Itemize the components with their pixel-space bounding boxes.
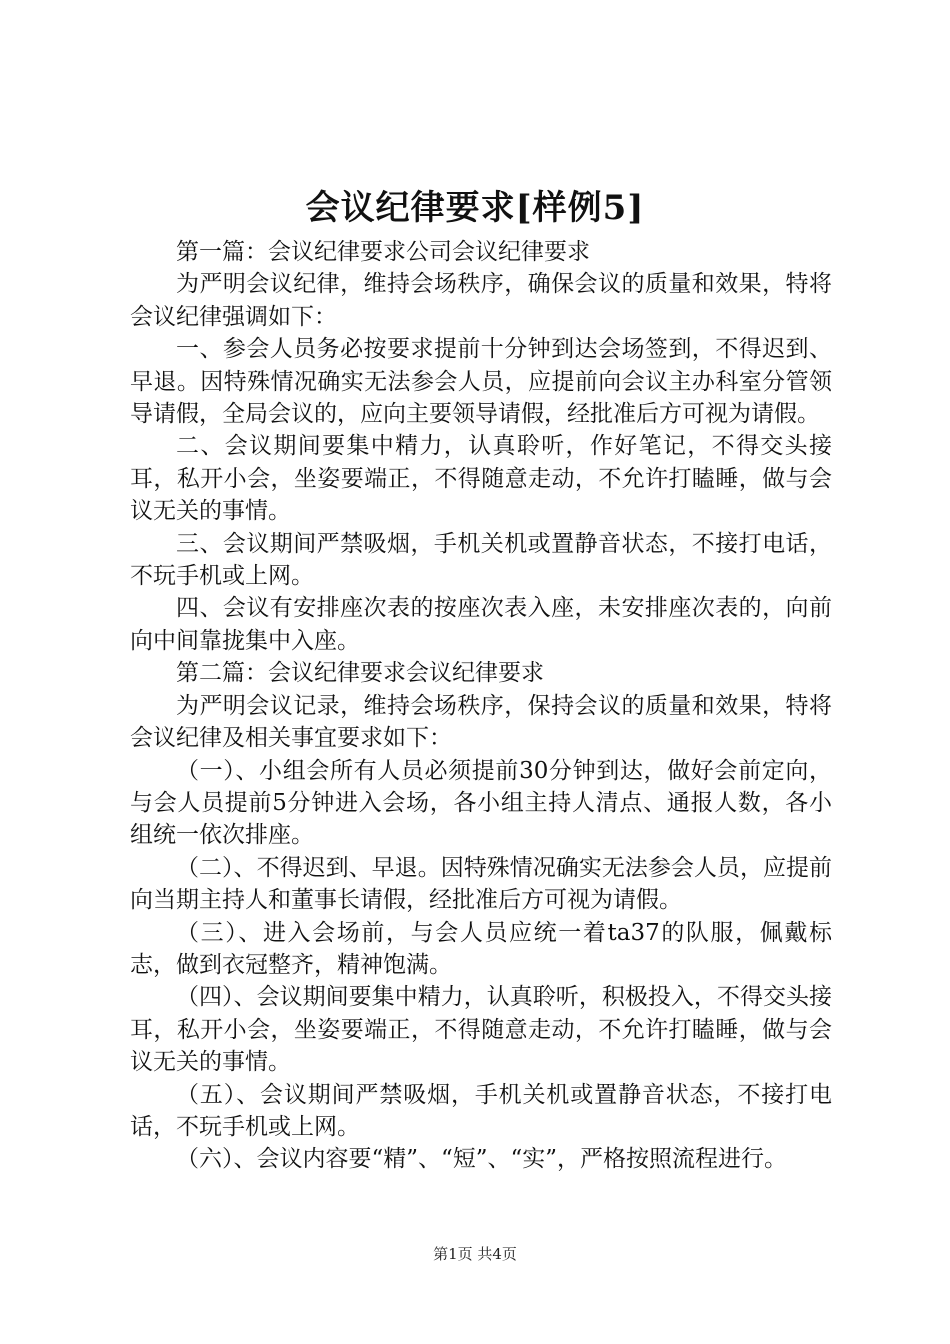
paragraph: 二、会议期间要集中精力，认真聆听，作好笔记，不得交头接耳，私开小会，坐姿要端正，不得随意走动，不允许打瞌睡，做与会议无关的事情。 [130,433,832,525]
paragraph: 三、会议期间严禁吸烟，手机关机或置静音状态，不接打电话，不玩手机或上网。 [130,530,832,590]
page-number-footer: 第1页 共4页 [433,1245,517,1263]
paragraph: 为严明会议记录，维持会场秩序，保持会议的质量和效果，特将会议纪律及相关事宜要求如下： [130,692,832,752]
document-body [130,236,832,1176]
section-heading-2: 第二篇：会议纪律要求会议纪律要求 [176,660,544,687]
page-title: 会议纪律要求[样例5] [305,188,645,228]
paragraph: （五）、会议期间严禁吸烟，手机关机或置静音状态，不接打电话，不玩手机或上网。 [130,1081,832,1140]
paragraph: （二）、不得迟到、早退。因特殊情况确实无法参会人员，应提前向当期主持人和董事长请假，经批准后方可视为请假。 [130,854,832,914]
paragraph: （六）、会议内容要“精”、“短”、“实”，严格按照流程进行。 [176,1146,788,1173]
paragraph: （四）、会议期间要集中精力，认真聆听，积极投入，不得交头接耳，私开小会，坐姿要端正，不得随意走动，不允许打瞌睡，做与会议无关的事情。 [130,984,832,1076]
paragraph: （三）、进入会场前，与会人员应统一着ta37的队服，佩戴标志，做到衣冠整齐，精神饱满。 [130,919,832,978]
paragraph: 为严明会议纪律，维持会场秩序，确保会议的质量和效果，特将会议纪律强调如下： [130,271,832,330]
paragraph: 四、会议有安排座次表的按座次表入座，未安排座次表的，向前向中间靠拢集中入座。 [130,595,832,654]
paragraph: （一）、小组会所有人员必须提前30分钟到达，做好会前定向，与会人员提前5分钟进入会场，各小组主持人清点、通报人数，各小组统一依次排座。 [130,757,832,849]
section-heading-1: 第一篇：会议纪律要求公司会议纪律要求 [176,239,590,265]
paragraph: 一、参会人员务必按要求提前十分钟到达会场签到，不得迟到、早退。因特殊情况确实无法参会人员，应提前向会议主办科室分管领导请假，全局会议的，应向主要领导请假，经批准后方可视为请假。 [130,336,832,428]
